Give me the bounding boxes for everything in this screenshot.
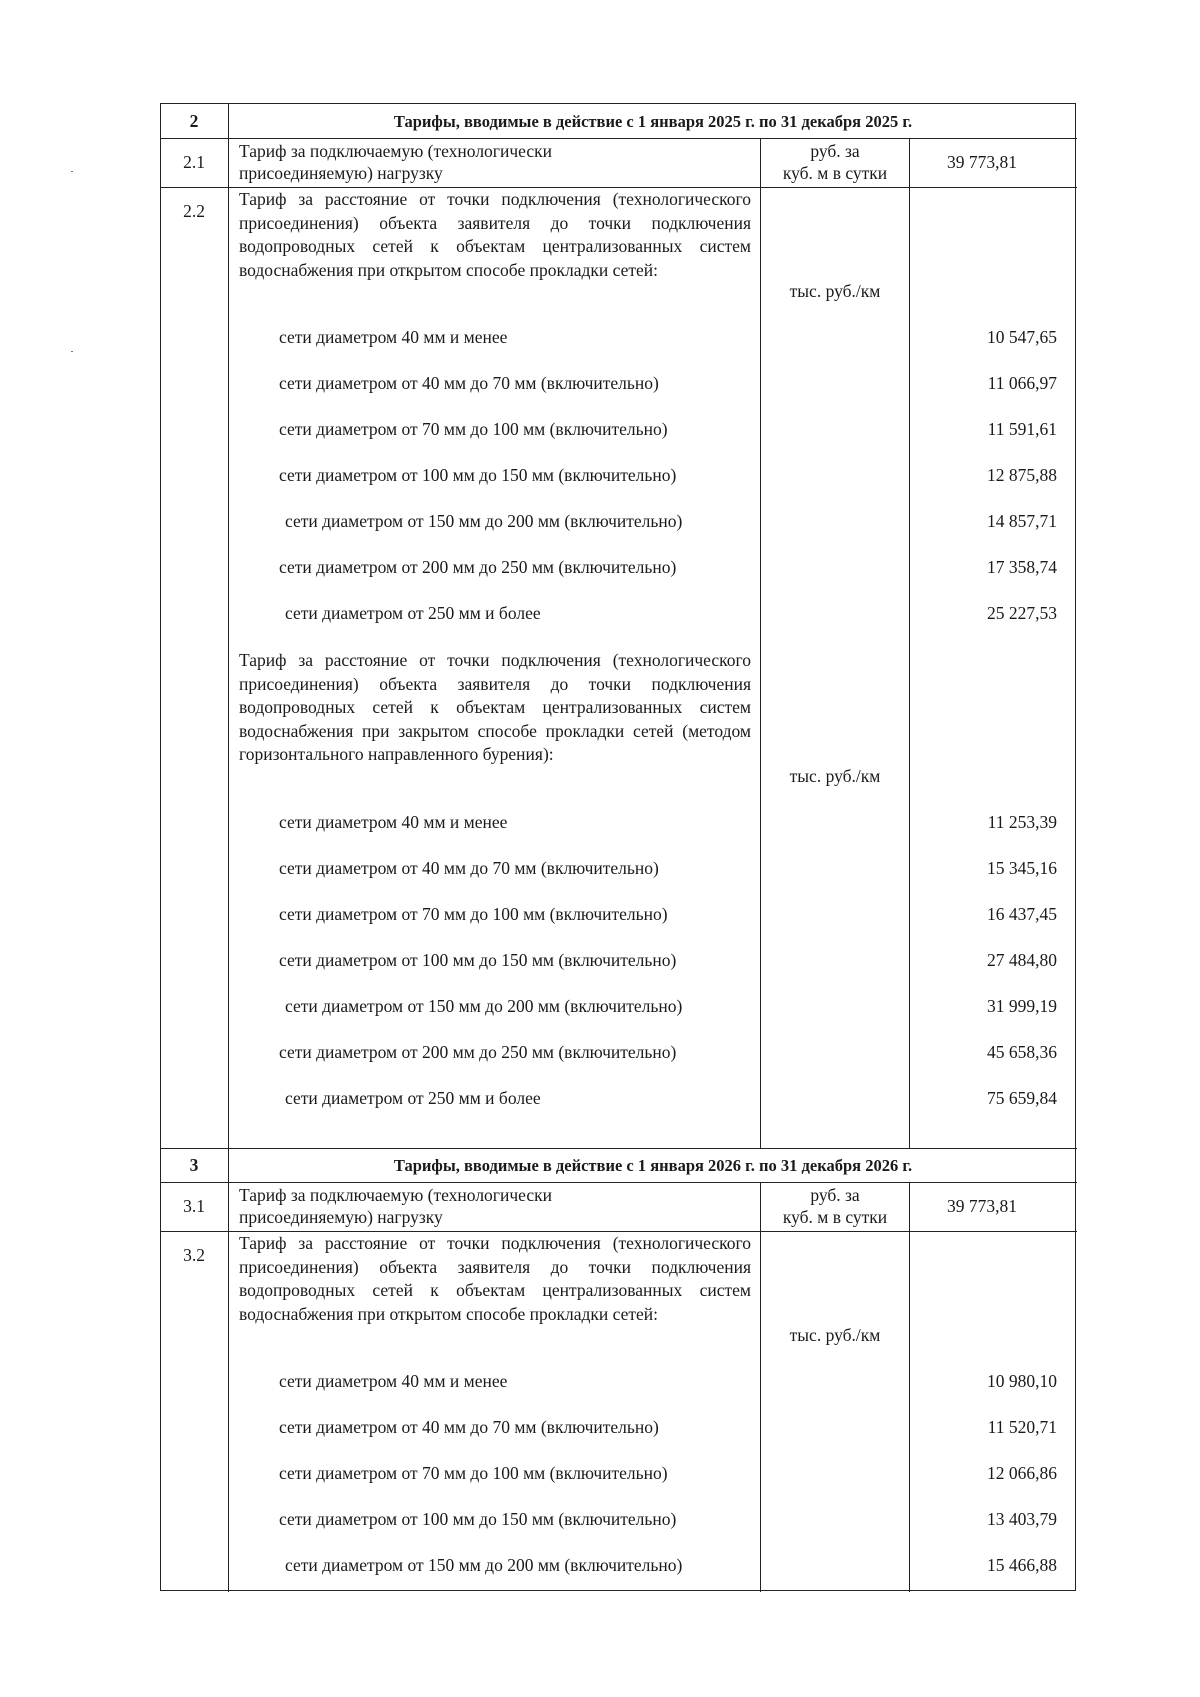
tariff-value: 11 253,39 — [987, 812, 1057, 832]
load-tariff-label: присоединяемую) нагрузку — [239, 1207, 443, 1227]
diameter-row-label: сети диаметром от 40 мм до 70 мм (включительно) — [279, 1417, 659, 1437]
item-number: 3.2 — [183, 1245, 205, 1265]
diameter-row-label: сети диаметром от 250 мм и более — [285, 603, 541, 623]
section-header: Тарифы, вводимые в действие с 1 января 2026 г. по 31 декабря 2026 г. — [393, 1156, 913, 1175]
unit-label: тыс. руб./км — [789, 766, 881, 786]
diameter-row-label: сети диаметром 40 мм и менее — [279, 327, 508, 347]
tariff-value: 12 875,88 — [987, 465, 1057, 485]
unit-label: куб. м в сутки — [782, 1207, 888, 1227]
unit-label: руб. за — [810, 1185, 860, 1205]
diameter-row-label: сети диаметром от 200 мм до 250 мм (включительно) — [279, 1042, 677, 1062]
row-divider — [161, 1182, 1077, 1183]
section-number: 2 — [189, 111, 199, 131]
tariff-table — [160, 103, 1076, 1591]
tariff-value: 14 857,71 — [987, 511, 1057, 531]
load-tariff-label: Тариф за подключаемую (технологически — [239, 141, 552, 161]
row-divider — [161, 138, 1077, 139]
column-divider — [909, 1182, 910, 1592]
unit-label: руб. за — [810, 141, 860, 161]
scan-mark — [71, 171, 73, 172]
column-divider — [228, 104, 229, 1592]
unit-label: тыс. руб./км — [789, 1325, 881, 1345]
scan-mark — [71, 351, 73, 352]
column-divider — [909, 138, 910, 1148]
tariff-value: 39 773,81 — [947, 1196, 1017, 1216]
row-divider — [161, 1148, 1077, 1149]
column-divider — [760, 1182, 761, 1592]
diameter-row-label: сети диаметром от 250 мм и более — [285, 1088, 541, 1108]
diameter-row-label: сети диаметром от 70 мм до 100 мм (включительно) — [279, 1463, 668, 1483]
tariff-value: 45 658,36 — [987, 1042, 1057, 1062]
diameter-row-label: сети диаметром от 100 мм до 150 мм (включительно) — [279, 950, 677, 970]
diameter-row-label: сети диаметром 40 мм и менее — [279, 812, 508, 832]
diameter-row-label: сети диаметром от 150 мм до 200 мм (включительно) — [285, 1555, 683, 1575]
diameter-row-label: сети диаметром от 70 мм до 100 мм (включительно) — [279, 419, 668, 439]
distance-tariff-description: Тариф за расстояние от точки подключения (технологического присоединения) объекта заявителя до точки подключения водопроводных сетей к объектам централизованных систем водоснабжения при открытом способе прокладки сетей: — [239, 1233, 751, 1324]
diameter-row-label: сети диаметром от 40 мм до 70 мм (включительно) — [279, 858, 659, 878]
tariff-value: 17 358,74 — [987, 557, 1057, 577]
load-tariff-label: Тариф за подключаемую (технологически — [239, 1185, 552, 1205]
diameter-row-label: сети диаметром от 70 мм до 100 мм (включительно) — [279, 904, 668, 924]
diameter-row-label: сети диаметром от 150 мм до 200 мм (включительно) — [285, 511, 683, 531]
item-number: 2.1 — [183, 152, 205, 172]
load-tariff-label: присоединяемую) нагрузку — [239, 163, 443, 183]
tariff-value: 11 066,97 — [987, 373, 1057, 393]
unit-label: куб. м в сутки — [782, 163, 888, 183]
tariff-value: 25 227,53 — [987, 603, 1057, 623]
tariff-value: 10 547,65 — [987, 327, 1057, 347]
tariff-value: 15 345,16 — [987, 858, 1057, 878]
item-number: 2.2 — [183, 201, 205, 221]
tariff-value: 12 066,86 — [987, 1463, 1057, 1483]
tariff-value: 39 773,81 — [947, 152, 1017, 172]
tariff-value: 16 437,45 — [987, 904, 1057, 924]
tariff-value: 31 999,19 — [987, 996, 1057, 1016]
tariff-value: 27 484,80 — [987, 950, 1057, 970]
tariff-value: 13 403,79 — [987, 1509, 1057, 1529]
tariff-value: 11 520,71 — [987, 1417, 1057, 1437]
diameter-row-label: сети диаметром 40 мм и менее — [279, 1371, 508, 1391]
diameter-row-label: сети диаметром от 100 мм до 150 мм (включительно) — [279, 1509, 677, 1529]
diameter-row-label: сети диаметром от 150 мм до 200 мм (включительно) — [285, 996, 683, 1016]
diameter-row-label: сети диаметром от 200 мм до 250 мм (включительно) — [279, 557, 677, 577]
distance-tariff-description: Тариф за расстояние от точки подключения (технологического присоединения) объекта заявителя до точки подключения водопроводных сетей к объектам централизованных систем водоснабжения при закрытом способе прокладки сетей (методом горизонтального направленного бурения): — [239, 650, 751, 764]
diameter-row-label: сети диаметром от 100 мм до 150 мм (включительно) — [279, 465, 677, 485]
tariff-value: 75 659,84 — [987, 1088, 1057, 1108]
diameter-row-label: сети диаметром от 40 мм до 70 мм (включительно) — [279, 373, 659, 393]
unit-label: тыс. руб./км — [789, 281, 881, 301]
tariff-value: 11 591,61 — [987, 419, 1057, 439]
section-header: Тарифы, вводимые в действие с 1 января 2025 г. по 31 декабря 2025 г. — [393, 112, 913, 131]
tariff-value: 10 980,10 — [987, 1371, 1057, 1391]
section-number: 3 — [189, 1155, 199, 1175]
distance-tariff-description: Тариф за расстояние от точки подключения (технологического присоединения) объекта заявителя до точки подключения водопроводных сетей к объектам централизованных систем водоснабжения при открытом способе прокладки сетей: — [239, 189, 751, 280]
item-number: 3.1 — [183, 1196, 205, 1216]
tariff-value: 15 466,88 — [987, 1555, 1057, 1575]
